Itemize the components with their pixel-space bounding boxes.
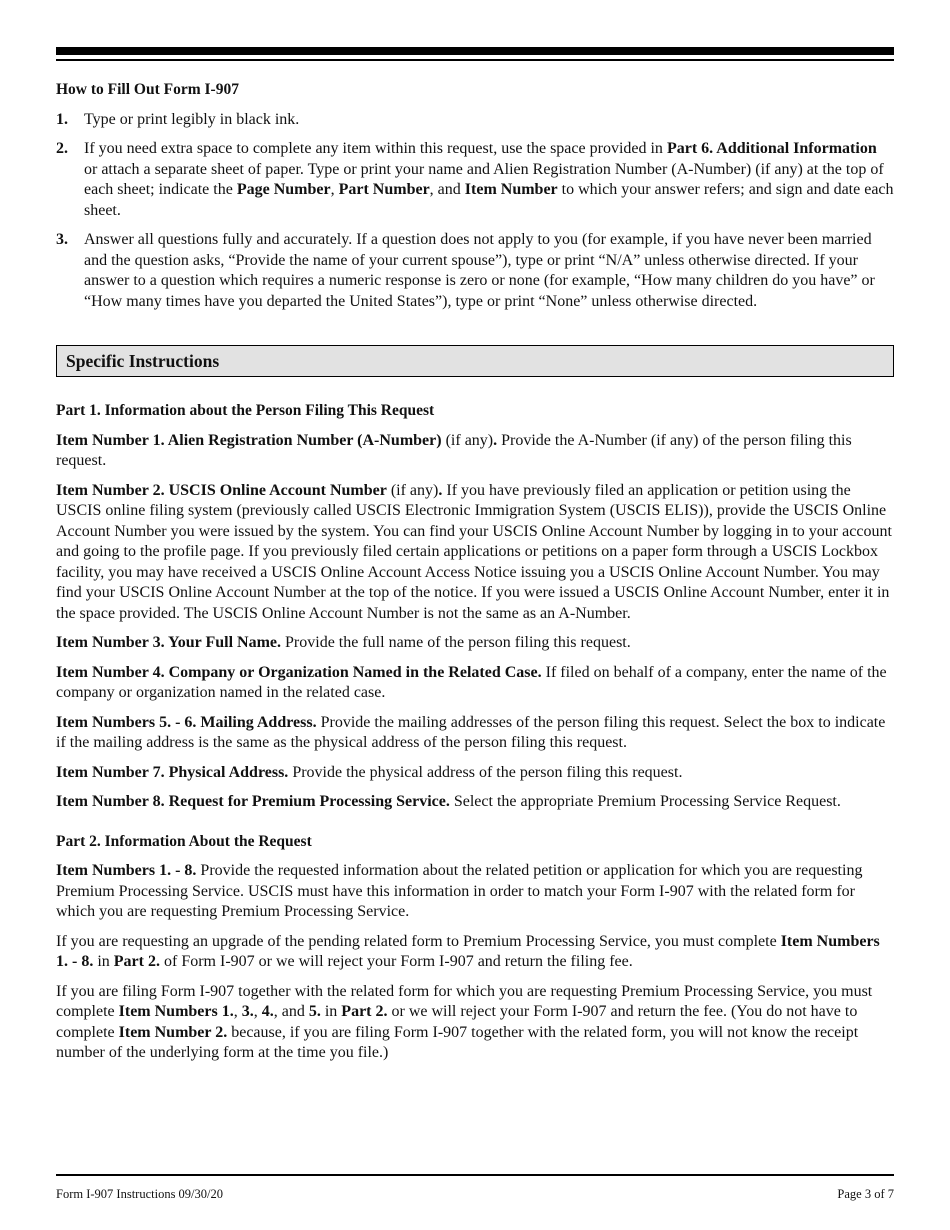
part1-item-1: Item Number 1. Alien Registration Number (A-Number) (if any). Provide the A-Number (if any) of the person filing this request. <box>56 431 852 469</box>
step-number: 3. <box>56 231 68 248</box>
part1-item-8: Item Number 8. Request for Premium Processing Service. Select the appropriate Premium Processing Service Request. <box>56 793 841 810</box>
header-thick-rule <box>56 47 894 55</box>
step-3: 3. Answer all questions fully and accurately. If a question does not apply to you (for example, if you have never been married and the question asks, “Provide the name of your current spouse”), type or print “N/A” unless otherwise directed. If your answer to a question which requires a numeric response is zero or none (for example, “How many children do you have” or “How many times have you departed the United States”), type or print “None” unless otherwise directed. <box>56 231 875 310</box>
step-number: 1. <box>56 110 68 128</box>
part1-item-3: Item Number 3. Your Full Name. Provide the full name of the person filing this request. <box>56 634 631 651</box>
part2-paragraph-1: Item Numbers 1. - 8. Provide the requested information about the related petition or application for which you are requesting Premium Processing Service. USCIS must have this information in order to match your Form I-907 with the related form for which you are requesting Premium Processing Service. <box>56 862 863 920</box>
part2-paragraph-3: If you are filing Form I-907 together with the related form for which you are requesting Premium Processing Service, you must complete Item Numbers 1., 3., 4., and 5. in Part 2. or we will reject your Form I-907 and return the fee. (You do not have to complete Item Number 2. because, if you are filing Form I-907 together with the related form, you will not know the receipt number of the underlying form at the time you file.) <box>56 982 873 1061</box>
footer-page-number: Page 3 of 7 <box>837 1187 894 1201</box>
part1-item-4: Item Number 4. Company or Organization Named in the Related Case. If filed on behalf of a company, enter the name of the company or organization named in the related case. <box>56 663 887 701</box>
document-body <box>56 80 894 1064</box>
part2-heading: Part 2. Information About the Request <box>56 832 312 850</box>
part1-heading: Part 1. Information about the Person Filing This Request <box>56 402 435 419</box>
specific-instructions-banner: Specific Instructions <box>56 345 894 377</box>
footer-form-id: Form I-907 Instructions 09/30/20 <box>56 1187 224 1201</box>
step-2: 2. If you need extra space to complete any item within this request, use the space provided in Part 6. Additional Information or attach a separate sheet of paper. Type or print your name and Alien Registration Number (A-Number) (if any) at the top of each sheet; indicate the Page Number, Part Number, and Item Number to which your answer refers; and sign and date each sheet. <box>56 140 894 219</box>
part1-item-7: Item Number 7. Physical Address. Provide the physical address of the person filing this request. <box>56 763 683 781</box>
header-thin-rule <box>56 59 894 61</box>
part2-paragraph-2: If you are requesting an upgrade of the pending related form to Premium Processing Service, you must complete Item Numbers 1. - 8. in Part 2. of Form I-907 or we will reject your Form I-907 and return the filing fee. <box>56 932 880 970</box>
step-number: 2. <box>56 140 68 157</box>
how-to-heading: How to Fill Out Form I-907 <box>56 81 239 98</box>
part1-item-5-6: Item Numbers 5. - 6. Mailing Address. Provide the mailing addresses of the person filing this request. Select the box to indicate if the mailing address is the same as the physical address of the person filing this request. <box>56 713 886 751</box>
footer-rule <box>56 1174 894 1176</box>
step-1: 1. Type or print legibly in black ink. <box>56 110 894 131</box>
part1-item-2: Item Number 2. USCIS Online Account Number (if any). If you have previously filed an application or petition using the USCIS online filing system (previously called USCIS Electronic Immigration System (USCIS ELIS)), provide the USCIS Online Account Number you were issued by the system. You can find your USCIS Online Account Number by logging in to your account and going to the profile page. If you previously filed certain applications or petitions on a paper form through a USCIS Lockbox facility, you may have received a USCIS Online Account Access Notice issuing you a USCIS Online Account Number. You may find your USCIS Online Account Number at the top of the notice. If you were issued a USCIS Online Account Number, enter it in the space provided. The USCIS Online Account Number is not the same as an A-Number. <box>56 481 892 622</box>
how-to-steps <box>56 110 894 313</box>
